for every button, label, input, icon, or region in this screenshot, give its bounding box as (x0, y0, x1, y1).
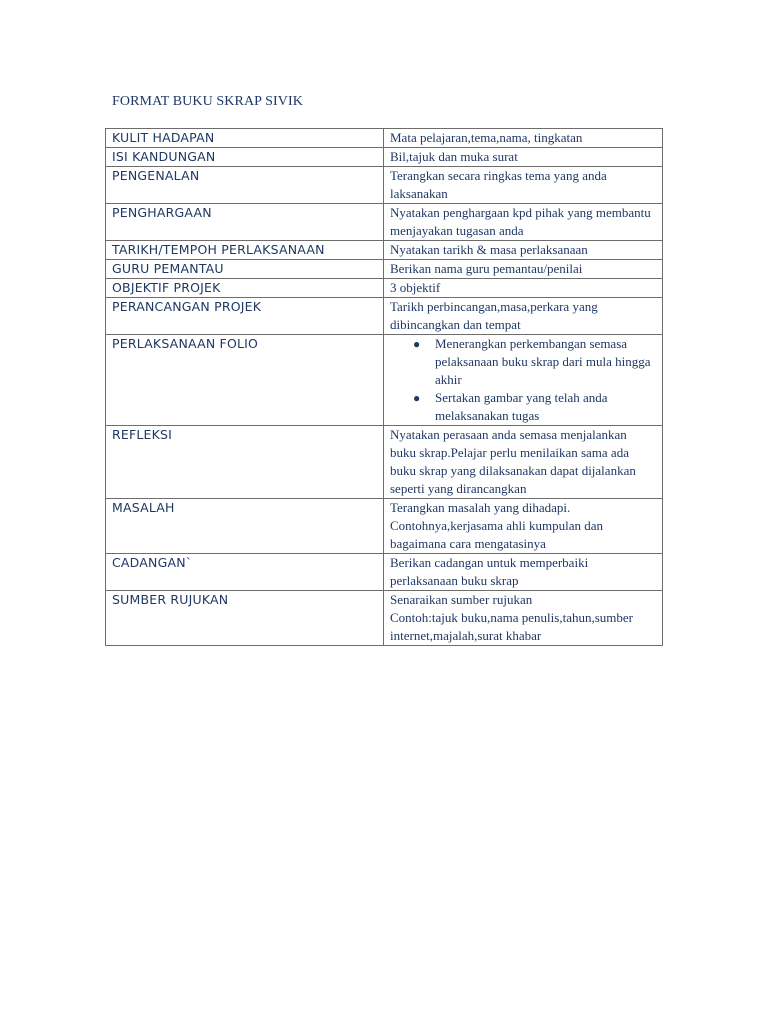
row-description: 3 objektif (384, 279, 663, 298)
list-item (413, 335, 656, 389)
table-row (106, 591, 663, 646)
table-row (106, 148, 663, 167)
row-description: Berikan nama guru pemantau/penilai (384, 260, 663, 279)
row-description: Nyatakan penghargaan kpd pihak yang membantu menjayakan tugasan anda (384, 204, 663, 241)
table-row (106, 279, 663, 298)
row-description: Terangkan secara ringkas tema yang anda laksanakan (384, 167, 663, 204)
table-row (106, 260, 663, 279)
row-description-line: Contoh:tajuk buku,nama penulis,tahun,sumber internet,majalah,surat khabar (390, 610, 633, 643)
row-label: TARIKH/TEMPOH PERLAKSANAAN (106, 241, 384, 260)
table-row (106, 167, 663, 204)
row-description: Nyatakan perasaan anda semasa menjalankan buku skrap.Pelajar perlu menilaikan sama ada buku skrap yang dilaksanakan dapat dijalankan seperti yang dirancangkan (384, 426, 663, 499)
row-label: PERLAKSANAAN FOLIO (106, 335, 384, 426)
row-description: Mata pelajaran,tema,nama, tingkatan (384, 129, 663, 148)
row-label: MASALAH (106, 499, 384, 554)
row-description (384, 335, 663, 426)
table-row (106, 426, 663, 499)
row-label: PERANCANGAN PROJEK (106, 298, 384, 335)
row-label: OBJEKTIF PROJEK (106, 279, 384, 298)
row-description: Nyatakan tarikh & masa perlaksanaan (384, 241, 663, 260)
bullet-icon: ● (413, 391, 421, 405)
row-label: SUMBER RUJUKAN (106, 591, 384, 646)
row-label: ISI KANDUNGAN (106, 148, 384, 167)
list-item-text: Menerangkan perkembangan semasa pelaksanaan buku skrap dari mula hingga akhir (435, 336, 651, 387)
row-label: CADANGAN` (106, 554, 384, 591)
format-table (105, 128, 663, 646)
row-description: Bil,tajuk dan muka surat (384, 148, 663, 167)
row-description-line: Senaraikan sumber rujukan (390, 592, 533, 607)
table-row (106, 204, 663, 241)
row-label: GURU PEMANTAU (106, 260, 384, 279)
table-row (106, 298, 663, 335)
row-description: Terangkan masalah yang dihadapi. Contohnya,kerjasama ahli kumpulan dan bagaimana cara mengatasinya (384, 499, 663, 554)
table-row (106, 554, 663, 591)
list-item-text: Sertakan gambar yang telah anda melaksanakan tugas (435, 390, 608, 423)
row-description: Berikan cadangan untuk memperbaiki perlaksanaan buku skrap (384, 554, 663, 591)
document-title: FORMAT BUKU SKRAP SIVIK (112, 94, 303, 109)
row-description: Tarikh perbincangan,masa,perkara yang dibincangkan dan tempat (384, 298, 663, 335)
bullet-icon: ● (413, 337, 421, 351)
row-description (384, 591, 663, 646)
table-row (106, 335, 663, 426)
row-label: PENGENALAN (106, 167, 384, 204)
row-label: KULIT HADAPAN (106, 129, 384, 148)
table-row (106, 241, 663, 260)
row-label: PENGHARGAAN (106, 204, 384, 241)
table-row (106, 499, 663, 554)
row-label: REFLEKSI (106, 426, 384, 499)
bullet-list (390, 335, 656, 425)
table-row (106, 129, 663, 148)
list-item (413, 389, 656, 425)
